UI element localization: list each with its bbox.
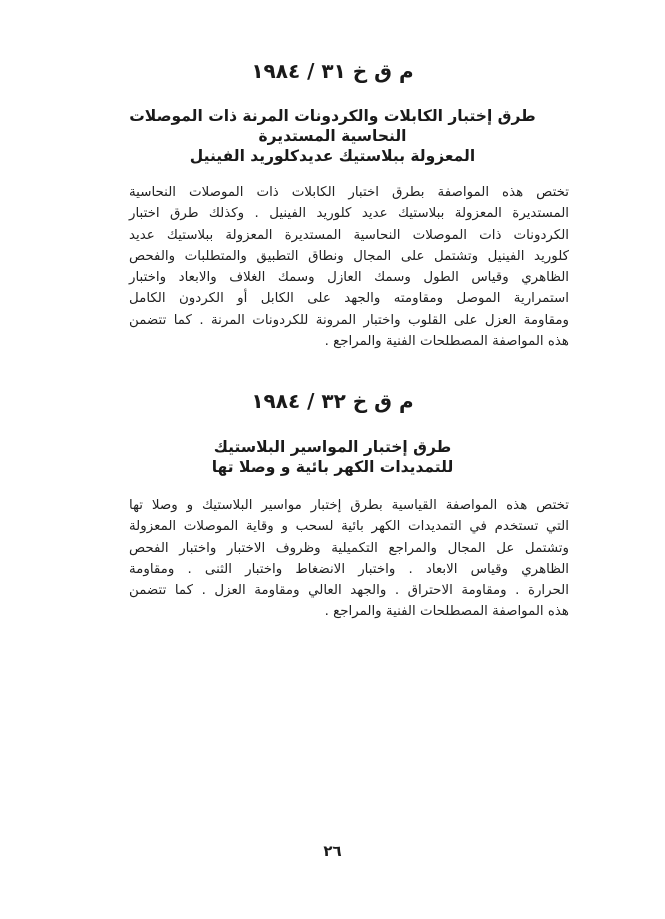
paragraph-line: كلوريد الفينيل وتشتمل على المجال ونطاق التطبيق والمتطلبات والفحص bbox=[129, 248, 569, 264]
paragraph-line: ومقاومة العزل على القلوب واختبار المرونة للكردونات المرنة . كما تتضمن bbox=[129, 312, 569, 328]
paragraph-line: الكردونات ذات الموصلات النحاسية المستديرة المعزولة ببلاستيك عديد bbox=[129, 227, 569, 243]
title-line: طرق إختبار الكابلات والكردونات المرنة ذات الموصلات bbox=[129, 107, 536, 125]
paragraph-line: الظاهري وقياس الطول وسمك العازل وسمك الغلاف والابعاد واختبار bbox=[129, 270, 569, 286]
paragraph-line: وتشتمل عل المجال والمراجع التكميلية وظروف الاختبار واختبار الفحص bbox=[129, 540, 569, 556]
paragraph-line: الظاهري وقياس الابعاد . واختبار الانضغاط واختبار الثنى . ومقاومة bbox=[129, 561, 569, 577]
paragraph-line: تختص هذه المواصفة القياسية بطرق إختبار مواسير البلاستيك و وصلا تها bbox=[129, 498, 569, 513]
page-number: ٢٦ bbox=[323, 842, 342, 860]
paragraph-line: تختص هذه المواصفة بطرق اختبار الكابلات ذات الموصلات النحاسية bbox=[129, 185, 569, 200]
standard-title-32 bbox=[90, 437, 575, 477]
title-line: المعزولة ببلاستيك عديدكلوريد الفينيل bbox=[189, 147, 476, 165]
standard-title-31 bbox=[90, 106, 575, 166]
standard-description-31 bbox=[129, 182, 569, 352]
paragraph-line: استمرارية الموصل ومقاومته والجهد على الكابل أو الكردون الكامل bbox=[129, 291, 569, 307]
paragraph-line: هذه المواصفة المصطلحات الفنية والمراجع . bbox=[324, 604, 569, 620]
standard-code-31: م ق خ ٣١ / ١٩٨٤ bbox=[251, 59, 414, 83]
title-line: طرق إختبار المواسير البلاستيك bbox=[213, 438, 452, 456]
standard-code-32: م ق خ ٣٢ / ١٩٨٤ bbox=[251, 389, 414, 413]
paragraph-line: الحرارة . ومقاومة الاحتراق . والجهد العالي ومقاومة العزل . كما تتضمن bbox=[129, 583, 569, 599]
paragraph-line: التي تستخدم في التمديدات الكهر بائية لسحب و وقاية الموصلات المعزولة bbox=[129, 519, 569, 535]
title-line: النحاسية المستديرة bbox=[258, 127, 407, 145]
standard-description-32 bbox=[129, 495, 569, 623]
paragraph-line: المستديرة المعزولة ببلاستيك عديد كلوريد الفينيل . وكذلك طرق اختبار bbox=[129, 206, 569, 222]
paragraph-line: هذه المواصفة المصطلحات الفنية والمراجع . bbox=[324, 334, 569, 350]
title-line: للتمديدات الكهر بائية و وصلا تها bbox=[211, 458, 454, 476]
